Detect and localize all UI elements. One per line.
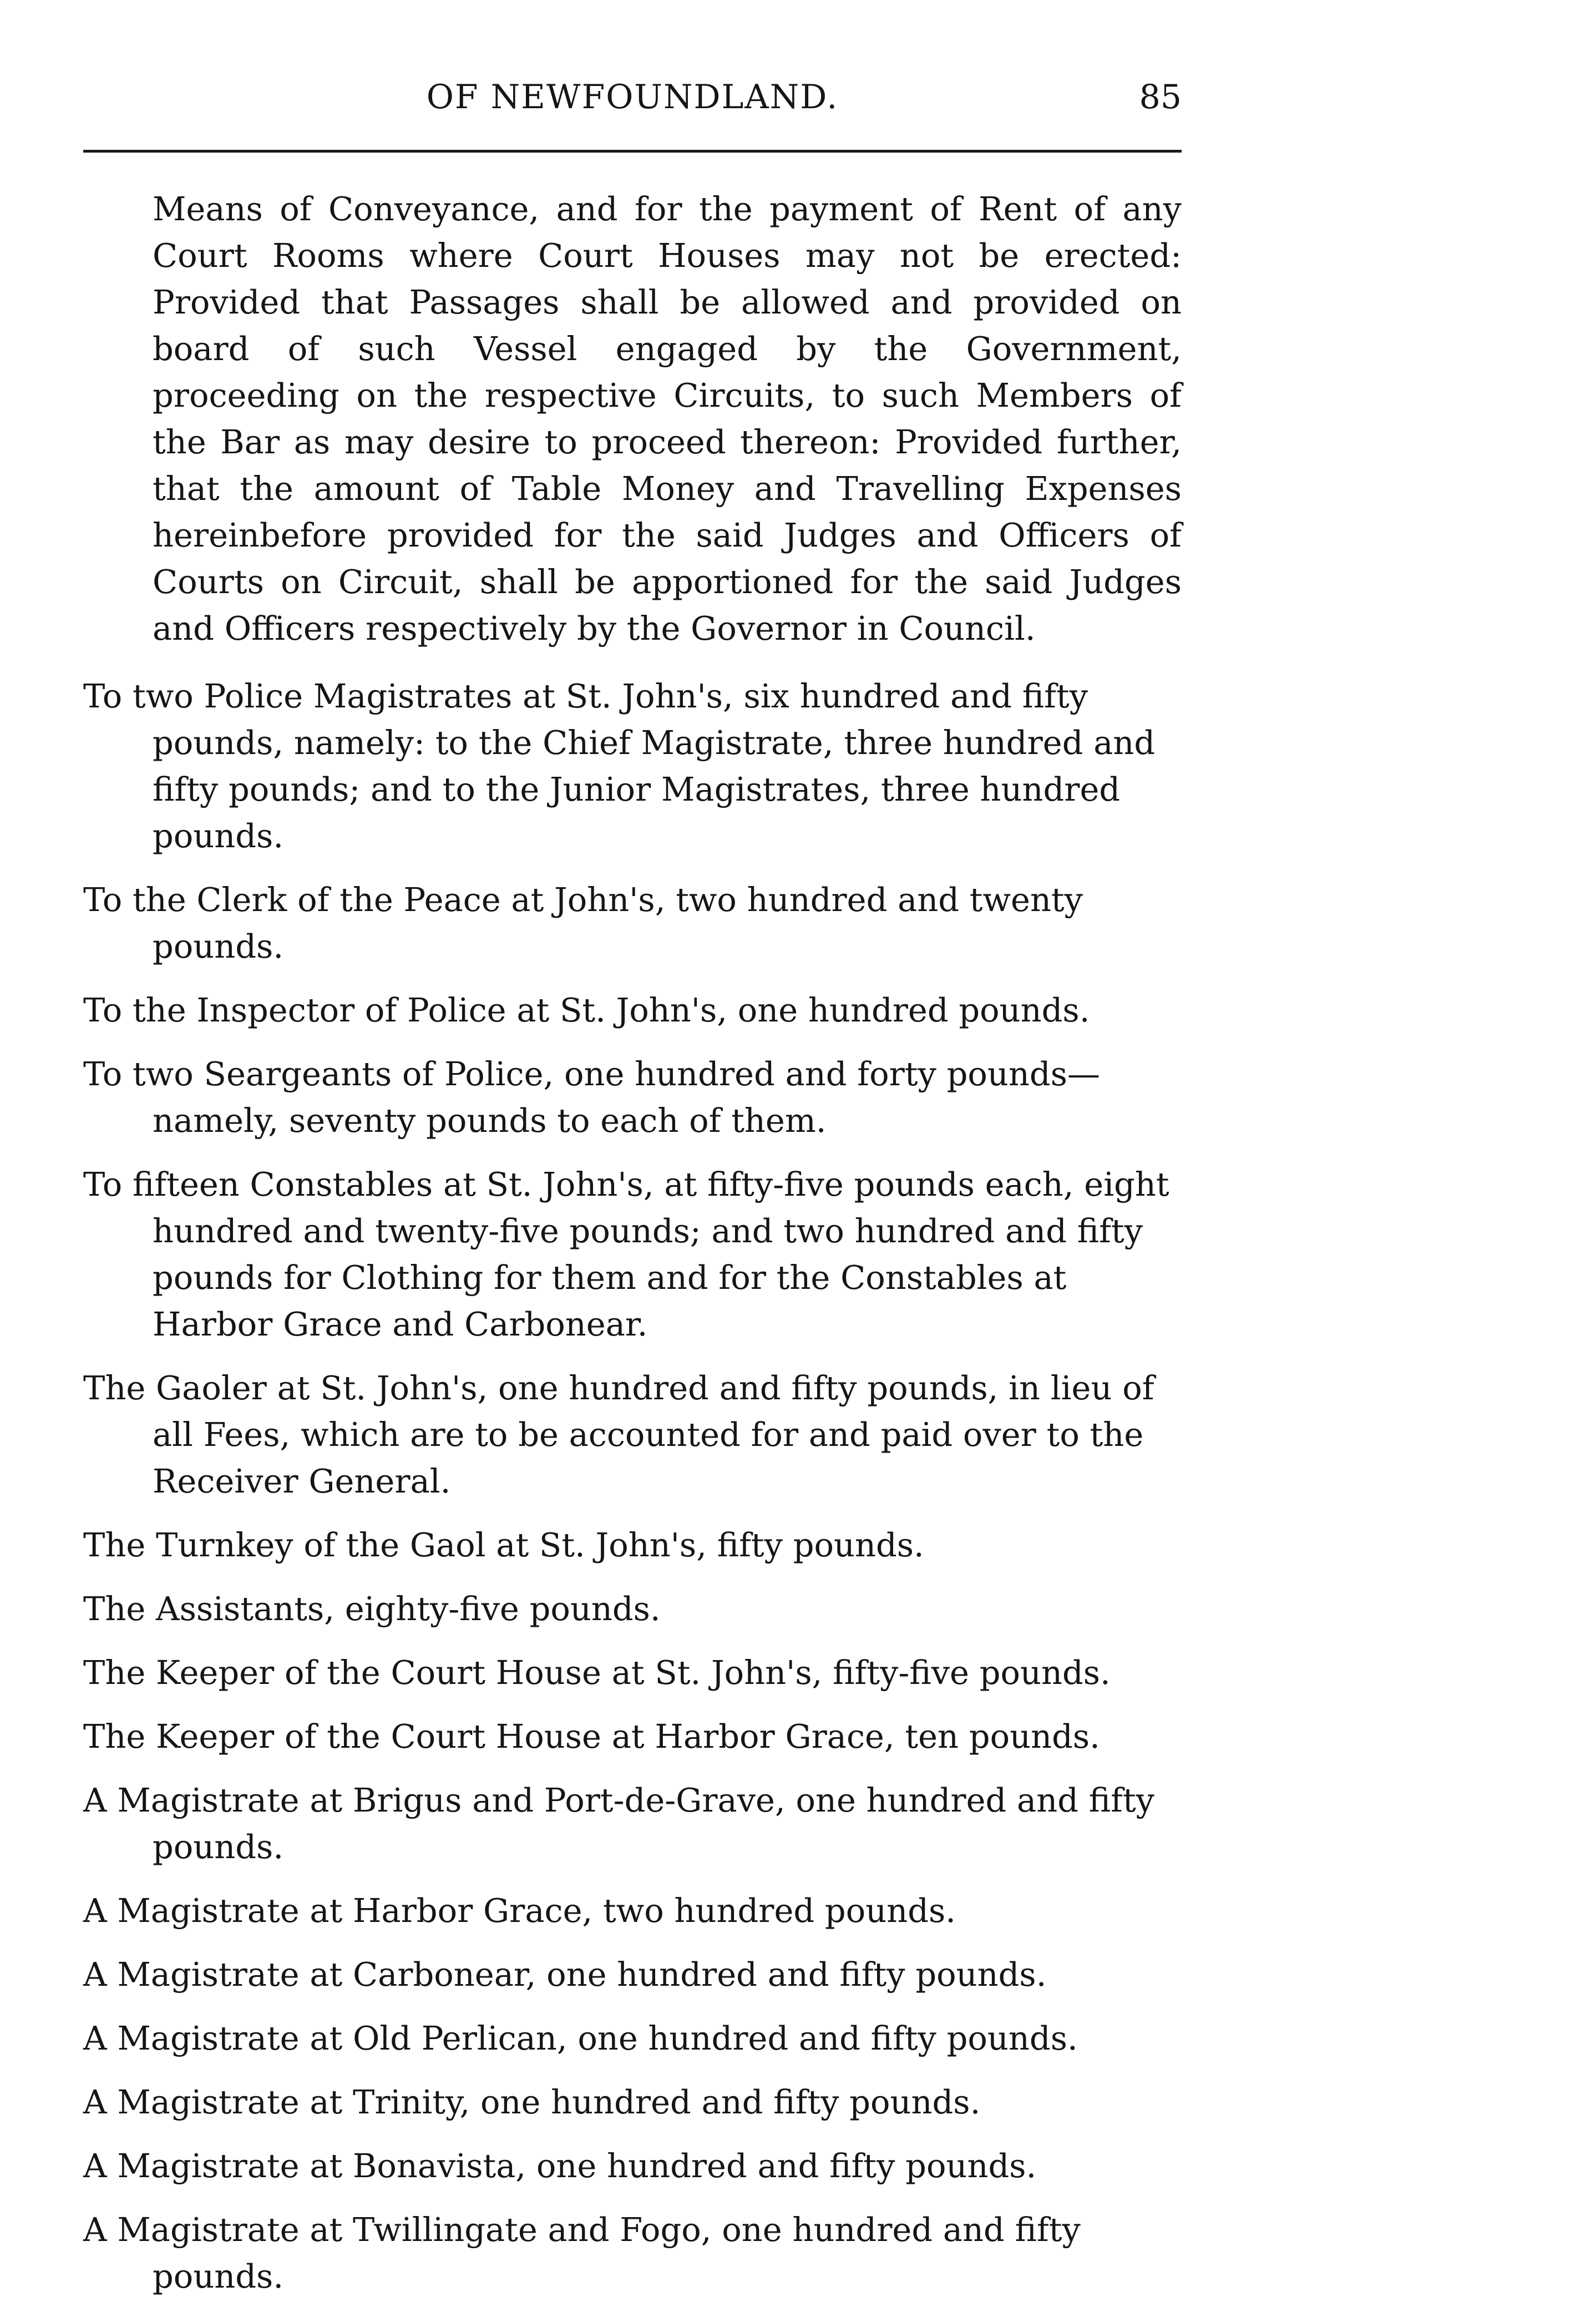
running-title: OF NEWFOUNDLAND.: [426, 78, 839, 117]
entry-magistrate-trinity: A Magistrate at Trinity, one hundred and fifty pounds.: [83, 2083, 981, 2121]
entry-turnkey: The Turnkey of the Gaol at St. John's, fifty pounds.: [83, 1526, 924, 1564]
page-number: 85: [1139, 78, 1182, 117]
page-body: [83, 186, 1182, 2317]
entry-magistrate-twillingate: A Magistrate at Twillingate and Fogo, one hundred and fifty pounds.: [83, 2210, 1081, 2295]
page-header: [83, 72, 1182, 122]
entry-magistrate-harbor-grace: A Magistrate at Harbor Grace, two hundred pounds.: [83, 1891, 956, 1930]
entry-clerk-of-peace: To the Clerk of the Peace at John's, two hundred and twenty pounds.: [83, 881, 1083, 965]
entry-magistrate-brigus: A Magistrate at Brigus and Port-de-Grave, one hundred and fifty pounds.: [83, 1781, 1154, 1866]
entry-inspector-of-police: To the Inspector of Police at St. John's, one hundred pounds.: [83, 991, 1090, 1029]
continuation-paragraph: Means of Conveyance, and for the payment of Rent of any Court Rooms where Court Houses may not be erected: Provided that Passages shall be allowed and provided on board of such Vessel engaged by the Government, proceeding on the respective Circuits, to such Members of the Bar as may desire to proceed thereon: Provided further, that the amount of Table Money and Travelling Expenses hereinbefore provided for the said Judges and Officers of Courts on Circuit, shall be apportioned for the said Judges and Officers respectively by the Governor in Council.: [153, 190, 1182, 647]
entry-court-house-keeper-st-johns: The Keeper of the Court House at St. John's, fifty-five pounds.: [83, 1653, 1111, 1692]
entry-magistrate-carbonear: A Magistrate at Carbonear, one hundred and fifty pounds.: [83, 1955, 1047, 1994]
entry-police-magistrates: To two Police Magistrates at St. John's, six hundred and fifty pounds, namely: to the Chief Magistrate, three hundred and fifty pounds; and to the Junior Magistrates, three hundred pounds.: [83, 677, 1156, 855]
header-rule: [83, 150, 1182, 153]
entry-court-house-keeper-harbor-grace: The Keeper of the Court House at Harbor Grace, ten pounds.: [83, 1717, 1100, 1756]
entry-gaoler: The Gaoler at St. John's, one hundred and fifty pounds, in lieu of all Fees, which are to be accounted for and paid over to the Receiver General.: [83, 1369, 1154, 1500]
entry-magistrate-bonavista: A Magistrate at Bonavista, one hundred and fifty pounds.: [83, 2147, 1037, 2185]
entry-magistrate-old-perlican: A Magistrate at Old Perlican, one hundred and fifty pounds.: [83, 2019, 1078, 2057]
entry-assistants: The Assistants, eighty-five pounds.: [83, 1590, 661, 1628]
entry-seargeants-of-police: To two Seargeants of Police, one hundred and forty pounds—namely, seventy pounds to each of them.: [83, 1055, 1100, 1140]
entry-constables: To fifteen Constables at St. John's, at fifty-five pounds each, eight hundred and twenty-five pounds; and two hundred and fifty pounds for Clothing for them and for the Constables at Harbor Grace and Carbonear.: [83, 1165, 1169, 1343]
